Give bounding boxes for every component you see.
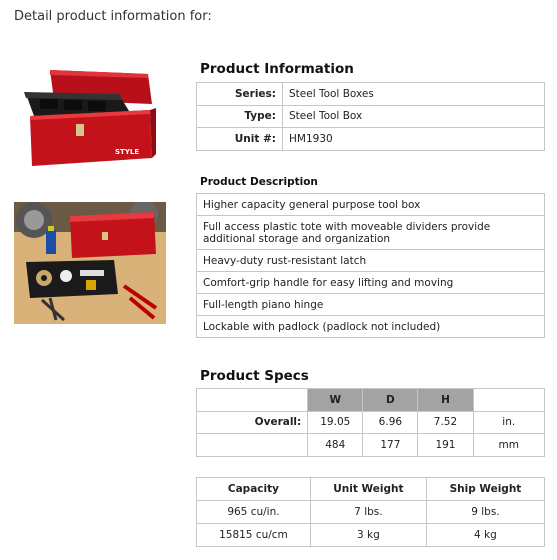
unit-weight-value: 3 kg	[310, 524, 426, 547]
unit-label: in.	[473, 411, 544, 434]
table-header-row	[197, 478, 545, 501]
unit-label: mm	[473, 434, 544, 457]
product-description-table	[196, 193, 545, 338]
list-item	[197, 194, 545, 216]
description-item: Full access plastic tote with moveable dividers provide additional storage and organization	[197, 216, 545, 250]
list-item	[197, 272, 545, 294]
description-item: Full-length piano hinge	[197, 294, 545, 316]
box-logo-text: STYLE	[115, 148, 140, 156]
unit-weight-value: 7 lbs.	[310, 501, 426, 524]
description-item: Heavy-duty rust-resistant latch	[197, 250, 545, 272]
overall-label: Overall:	[197, 411, 308, 434]
depth-value: 177	[363, 434, 418, 457]
tool-box-illustration	[20, 66, 160, 174]
empty-cell	[473, 389, 544, 412]
empty-cell	[197, 389, 308, 412]
depth-header: D	[363, 389, 418, 412]
table-row	[197, 501, 545, 524]
depth-value: 6.96	[363, 411, 418, 434]
row-label	[197, 434, 308, 457]
workshop-scene-illustration	[14, 202, 166, 324]
series-label: Series:	[197, 83, 283, 106]
height-header: H	[418, 389, 473, 412]
product-specs-table	[196, 388, 545, 457]
table-row	[197, 105, 545, 128]
ship-weight-header: Ship Weight	[426, 478, 544, 501]
table-row	[197, 83, 545, 106]
description-item: Lockable with padlock (padlock not included)	[197, 316, 545, 338]
product-specs-title: Product Specs	[200, 368, 309, 384]
height-value: 191	[418, 434, 473, 457]
product-information-table	[196, 82, 545, 151]
table-header-row	[197, 389, 545, 412]
capacity-value: 965 cu/in.	[197, 501, 311, 524]
list-item	[197, 316, 545, 338]
product-scene-image	[14, 202, 166, 324]
product-image	[20, 66, 160, 174]
type-value: Steel Tool Box	[283, 105, 545, 128]
width-value: 484	[308, 434, 363, 457]
series-value: Steel Tool Boxes	[283, 83, 545, 106]
height-value: 7.52	[418, 411, 473, 434]
unit-number-value: HM1930	[283, 128, 545, 151]
list-item	[197, 216, 545, 250]
description-item: Comfort-grip handle for easy lifting and moving	[197, 272, 545, 294]
list-item	[197, 250, 545, 272]
width-header: W	[308, 389, 363, 412]
ship-weight-value: 4 kg	[426, 524, 544, 547]
description-item: Higher capacity general purpose tool box	[197, 194, 545, 216]
capacity-value: 15815 cu/cm	[197, 524, 311, 547]
unit-weight-header: Unit Weight	[310, 478, 426, 501]
ship-weight-value: 9 lbs.	[426, 501, 544, 524]
product-information-title: Product Information	[200, 61, 354, 77]
list-item	[197, 294, 545, 316]
table-row	[197, 524, 545, 547]
table-row	[197, 128, 545, 151]
unit-number-label: Unit #:	[197, 128, 283, 151]
width-value: 19.05	[308, 411, 363, 434]
weights-table	[196, 477, 545, 547]
product-description-title: Product Description	[200, 176, 318, 188]
type-label: Type:	[197, 105, 283, 128]
table-row	[197, 411, 545, 434]
page-heading: Detail product information for:	[14, 9, 212, 24]
capacity-header: Capacity	[197, 478, 311, 501]
table-row	[197, 434, 545, 457]
